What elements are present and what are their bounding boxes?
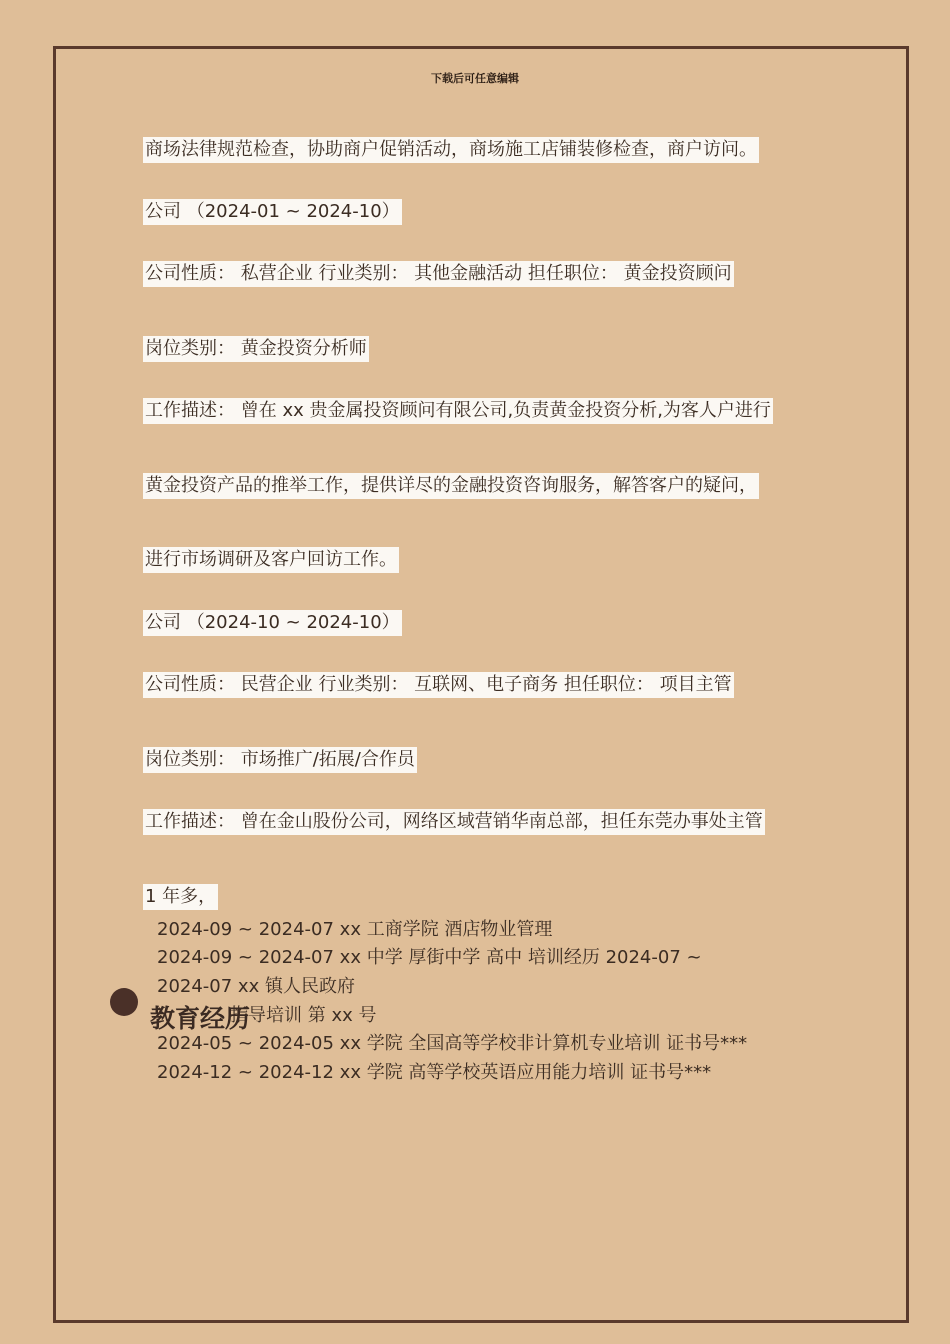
work-line: 黄金投资产品的推举工作，提供详尽的金融投资咨询服务，解答客户的疑问，	[143, 473, 759, 499]
education-line: 2024-09 ~ 2024-07 xx 中学 厚街中学 高中 培训经历 2024-07 ~	[157, 947, 702, 968]
work-line: 工作描述： 曾在金山股份公司，网络区域营销华南总部，担任东莞办事处主管	[143, 809, 765, 835]
work-line: 进行市场调研及客户回访工作。	[143, 547, 399, 573]
section-title: 教育经历	[150, 1004, 251, 1033]
work-line: 公司 （2024-01 ~ 2024-10）	[143, 199, 402, 225]
work-line: 岗位类别： 市场推广/拓展/合作员	[143, 747, 417, 773]
work-line: 公司 （2024-10 ~ 2024-10）	[143, 610, 402, 636]
education-line: 2024-09 ~ 2024-07 xx 工商学院 酒店物业管理	[157, 919, 553, 940]
education-line: 2024-12 ~ 2024-12 xx 学院 高等学校英语应用能力培训 证书号***	[157, 1062, 712, 1083]
education-line: 指导培训 第 xx 号	[230, 1005, 377, 1026]
work-line: 商场法律规范检查，协助商户促销活动，商场施工店铺装修检查，商户访问。	[143, 137, 759, 163]
header-note: 下载后可任意编辑	[431, 72, 519, 85]
work-line: 1 年多，	[143, 884, 218, 910]
work-line: 工作描述： 曾在 xx 贵金属投资顾问有限公司,负责黄金投资分析,为客人户进行	[143, 398, 773, 424]
education-line: 2024-07 xx 镇人民政府	[157, 976, 355, 997]
work-line: 岗位类别： 黄金投资分析师	[143, 336, 369, 362]
section-bullet-icon	[110, 988, 138, 1016]
work-line: 公司性质： 私营企业 行业类别： 其他金融活动 担任职位： 黄金投资顾问	[143, 261, 734, 287]
work-line: 公司性质： 民营企业 行业类别： 互联网、电子商务 担任职位： 项目主管	[143, 672, 734, 698]
education-line: 2024-05 ~ 2024-05 xx 学院 全国高等学校非计算机专业培训 证书号***	[157, 1033, 748, 1054]
